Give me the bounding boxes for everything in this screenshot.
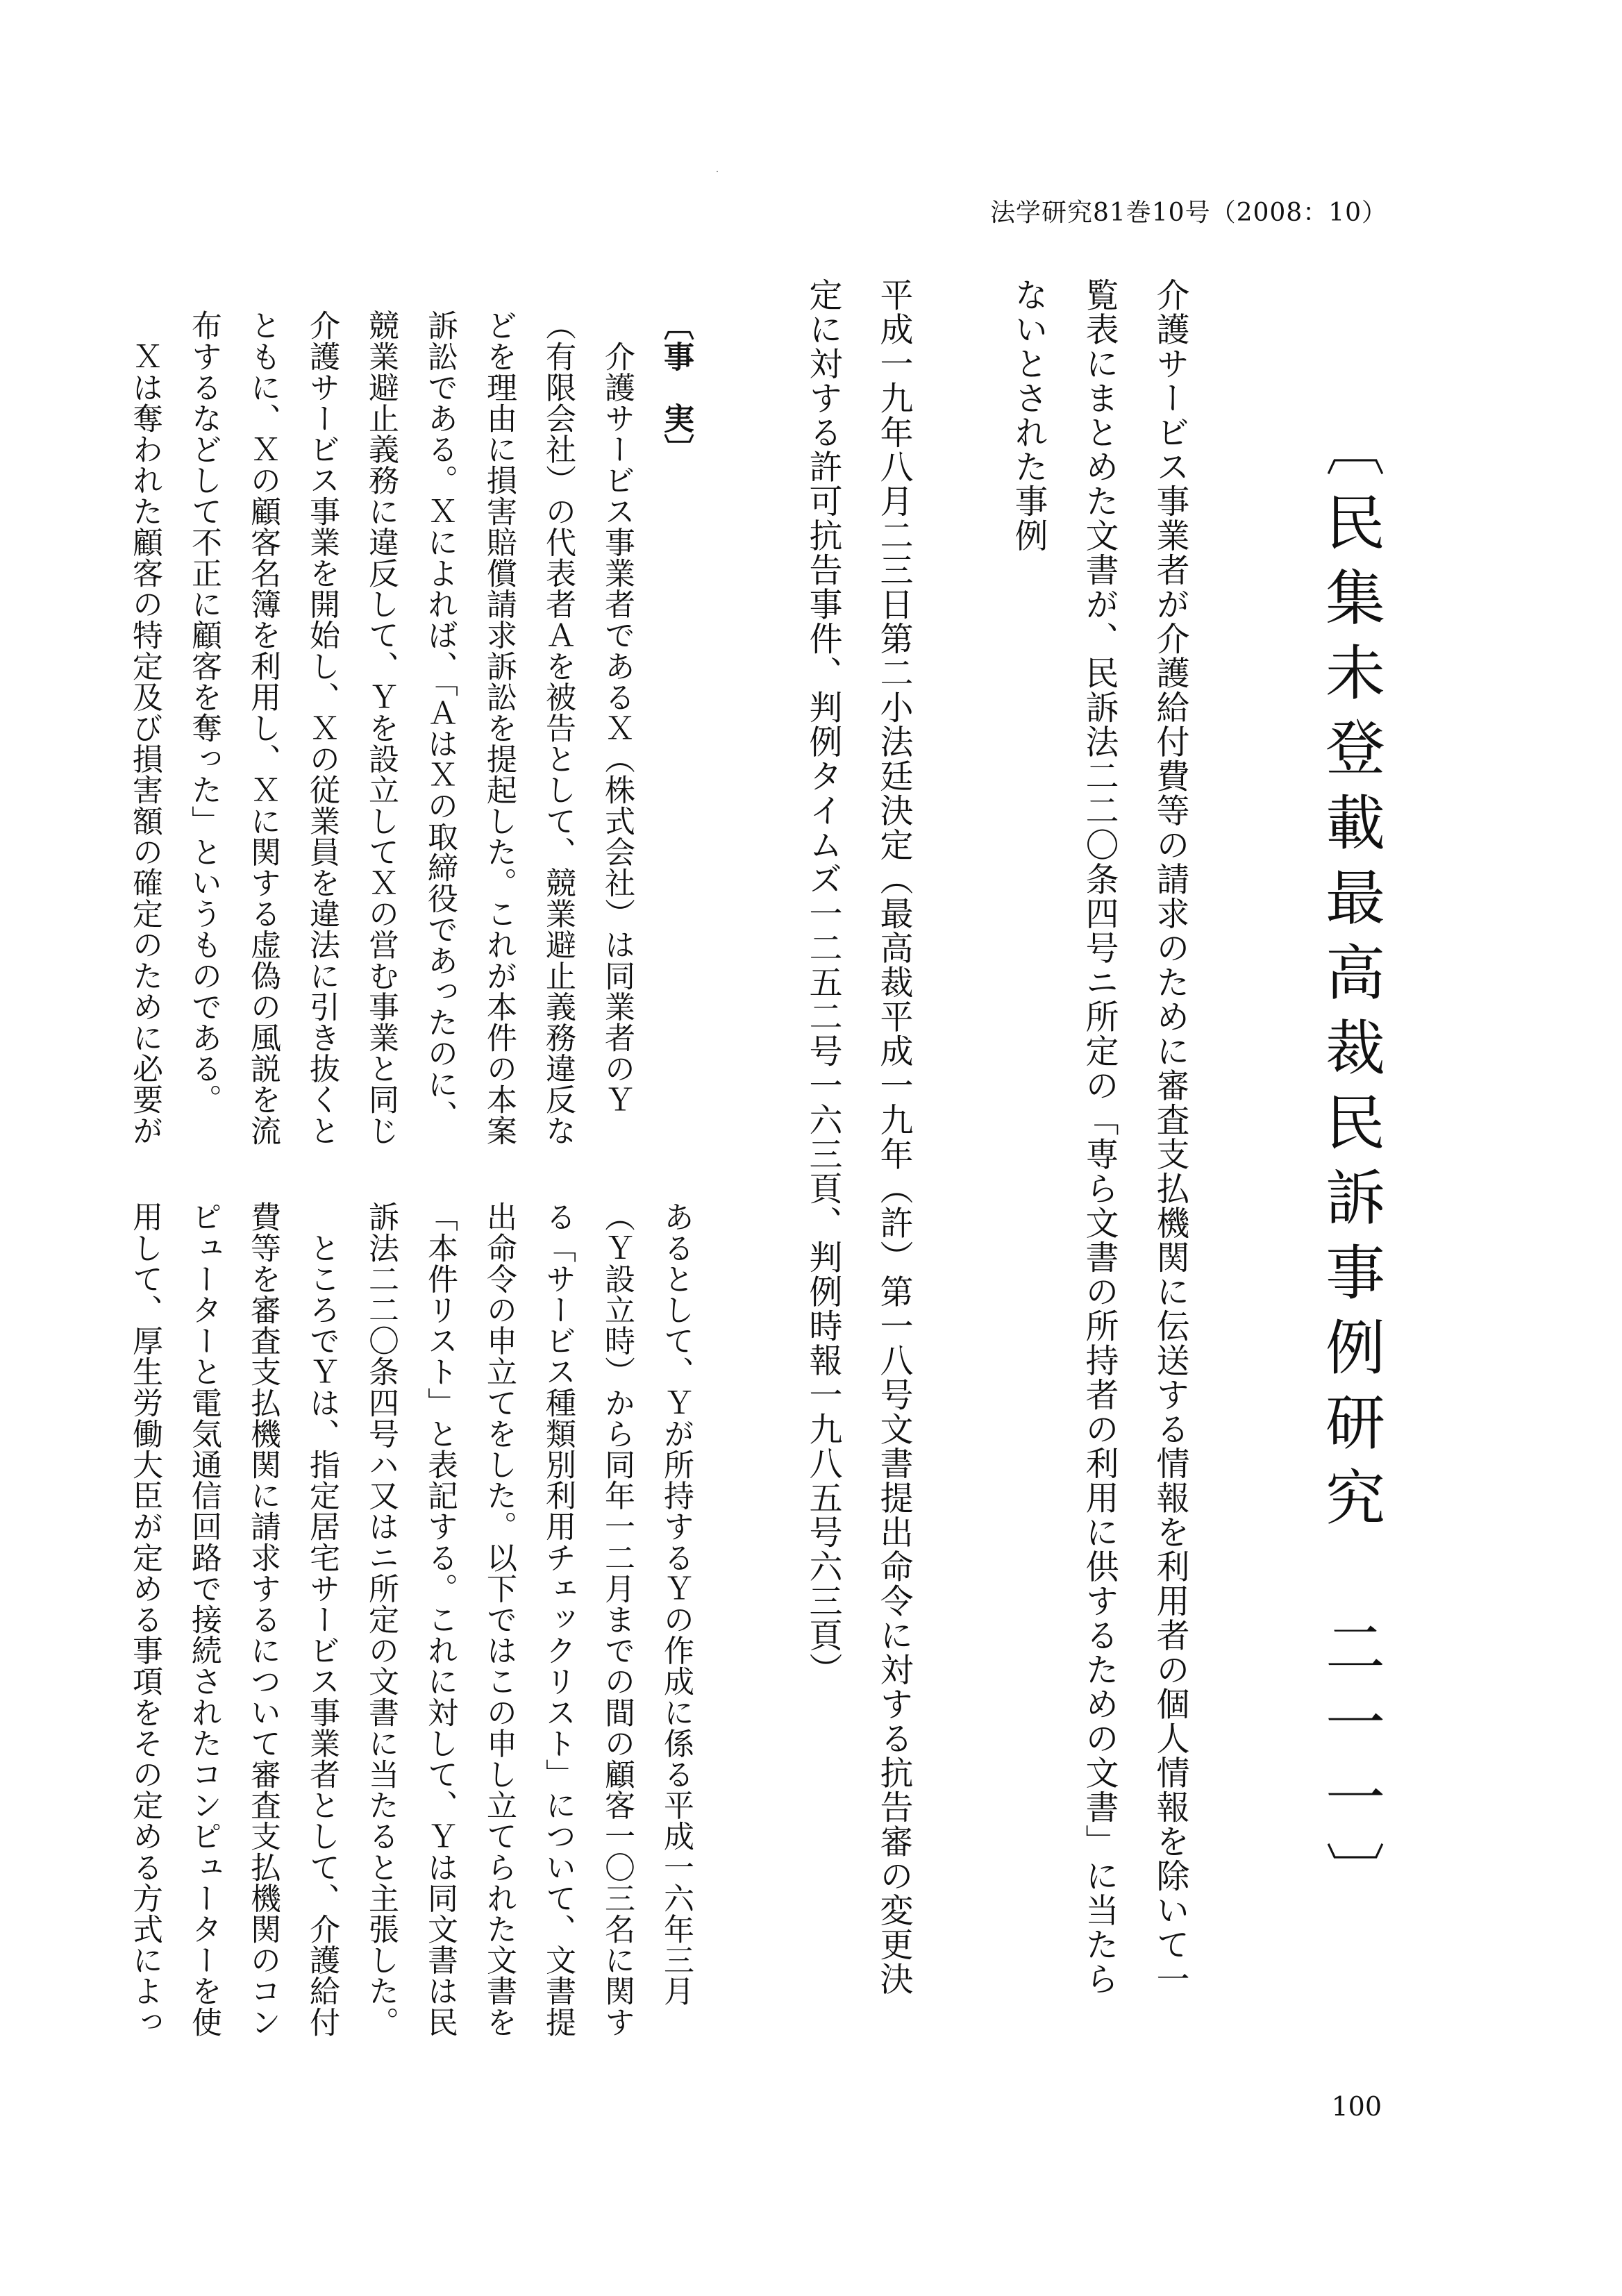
body-line: 用して、厚生労働大臣が定める事項をその定める方式によっ [127, 1201, 162, 2038]
scan-mark [717, 171, 718, 172]
body-line: 費等を審査支払機関に請求するについて審査支払機関のコン [245, 1201, 281, 2038]
body-line [115, 310, 174, 1150]
body-line: （Ｙ設立時）から同年一二月までの間の顧客一〇三名に関す [599, 1201, 635, 2038]
body-line: る「サービス種類別利用チェックリスト」について、文書提 [540, 1201, 576, 2038]
body-line-text: Ｘは奪われた顧客の特定及び損害額の確定のために必要が [127, 340, 162, 1146]
decision-citation [787, 278, 929, 1996]
body-line: 訴訟である。Ｘによれば、「ＡはＸの取締役であったのに、 [422, 310, 458, 1131]
case-title [993, 278, 1205, 1996]
case-title-line: 介護サービス事業者が介護給付費等の請求のために審査支払機関に伝送する情報を利用者の個人情報を除いて一 [1151, 278, 1189, 1996]
decision-line: 定に対する許可抗告事件、判例タイムズ一二五二号一六三頁、判例時報一九八五号六三頁） [803, 278, 842, 1687]
page-number: 100 [1331, 2091, 1382, 2122]
case-title-line: ないとされた事例 [1009, 278, 1048, 553]
case-title-line: 覧表にまとめた文書が、民訴法二二〇条四号ニ所定の「専ら文書の所持者の利用に供するための文書」に当たら [1080, 278, 1119, 1996]
body-line: 出命令の申立てをした。以下ではこの申し立てられた文書を [481, 1201, 517, 2038]
body-line: 競業避止義務に違反して、Ｙを設立してＸの営む事業と同じ [363, 310, 399, 1146]
decision-line: 平成一九年八月二三日第二小法廷決定（最高裁平成一九年（許）第一八号文書提出命令に対する抗告審の変更決 [874, 278, 913, 1996]
facts-heading: 〔事 実〕 [658, 310, 694, 464]
body-line-text: ところでＹは、指定居宅サービス事業者として、介護給付 [304, 1232, 340, 2038]
body-line: 介護サービス事業を開始し、Ｘの従業員を違法に引き抜くと [304, 310, 340, 1146]
facts-lower-block [115, 1201, 705, 2038]
body-line: 「本件リスト」と表記する。これに対して、Ｙは同文書は民 [422, 1201, 458, 2038]
facts-upper-block [115, 310, 705, 1150]
body-line: 訴法二二〇条四号ハ又はニ所定の文書に当たると主張した。 [363, 1201, 399, 2038]
body-line: あるとして、Ｙが所持するＹの作成に係る平成一六年三月 [658, 1201, 694, 2006]
body-line [292, 1201, 351, 2038]
body-line: （有限会社）の代表者Ａを被告として、競業避止義務違反な [540, 310, 576, 1146]
journal-header: 法学研究81巻10号（2008：10） [989, 199, 1387, 227]
body-line: ともに、Ｘの顧客名簿を利用し、Ｘに関する虚偽の風説を流 [245, 310, 281, 1146]
body-line: どを理由に損害賠償請求訴訟を提起した。これが本件の本案 [481, 310, 517, 1146]
series-title: 〔民集未登載最高裁民訴事例研究 二一一〕 [1315, 417, 1385, 1916]
body-line-text: 介護サービス事業者であるＸ（株式会社）は同業者のＹ [599, 340, 635, 1115]
body-line: ピューターと電気通信回路で接続されたコンピューターを使 [186, 1201, 221, 2038]
body-line: 布するなどして不正に顧客を奪った」というものである。 [186, 310, 221, 1115]
body-line [587, 310, 646, 1150]
